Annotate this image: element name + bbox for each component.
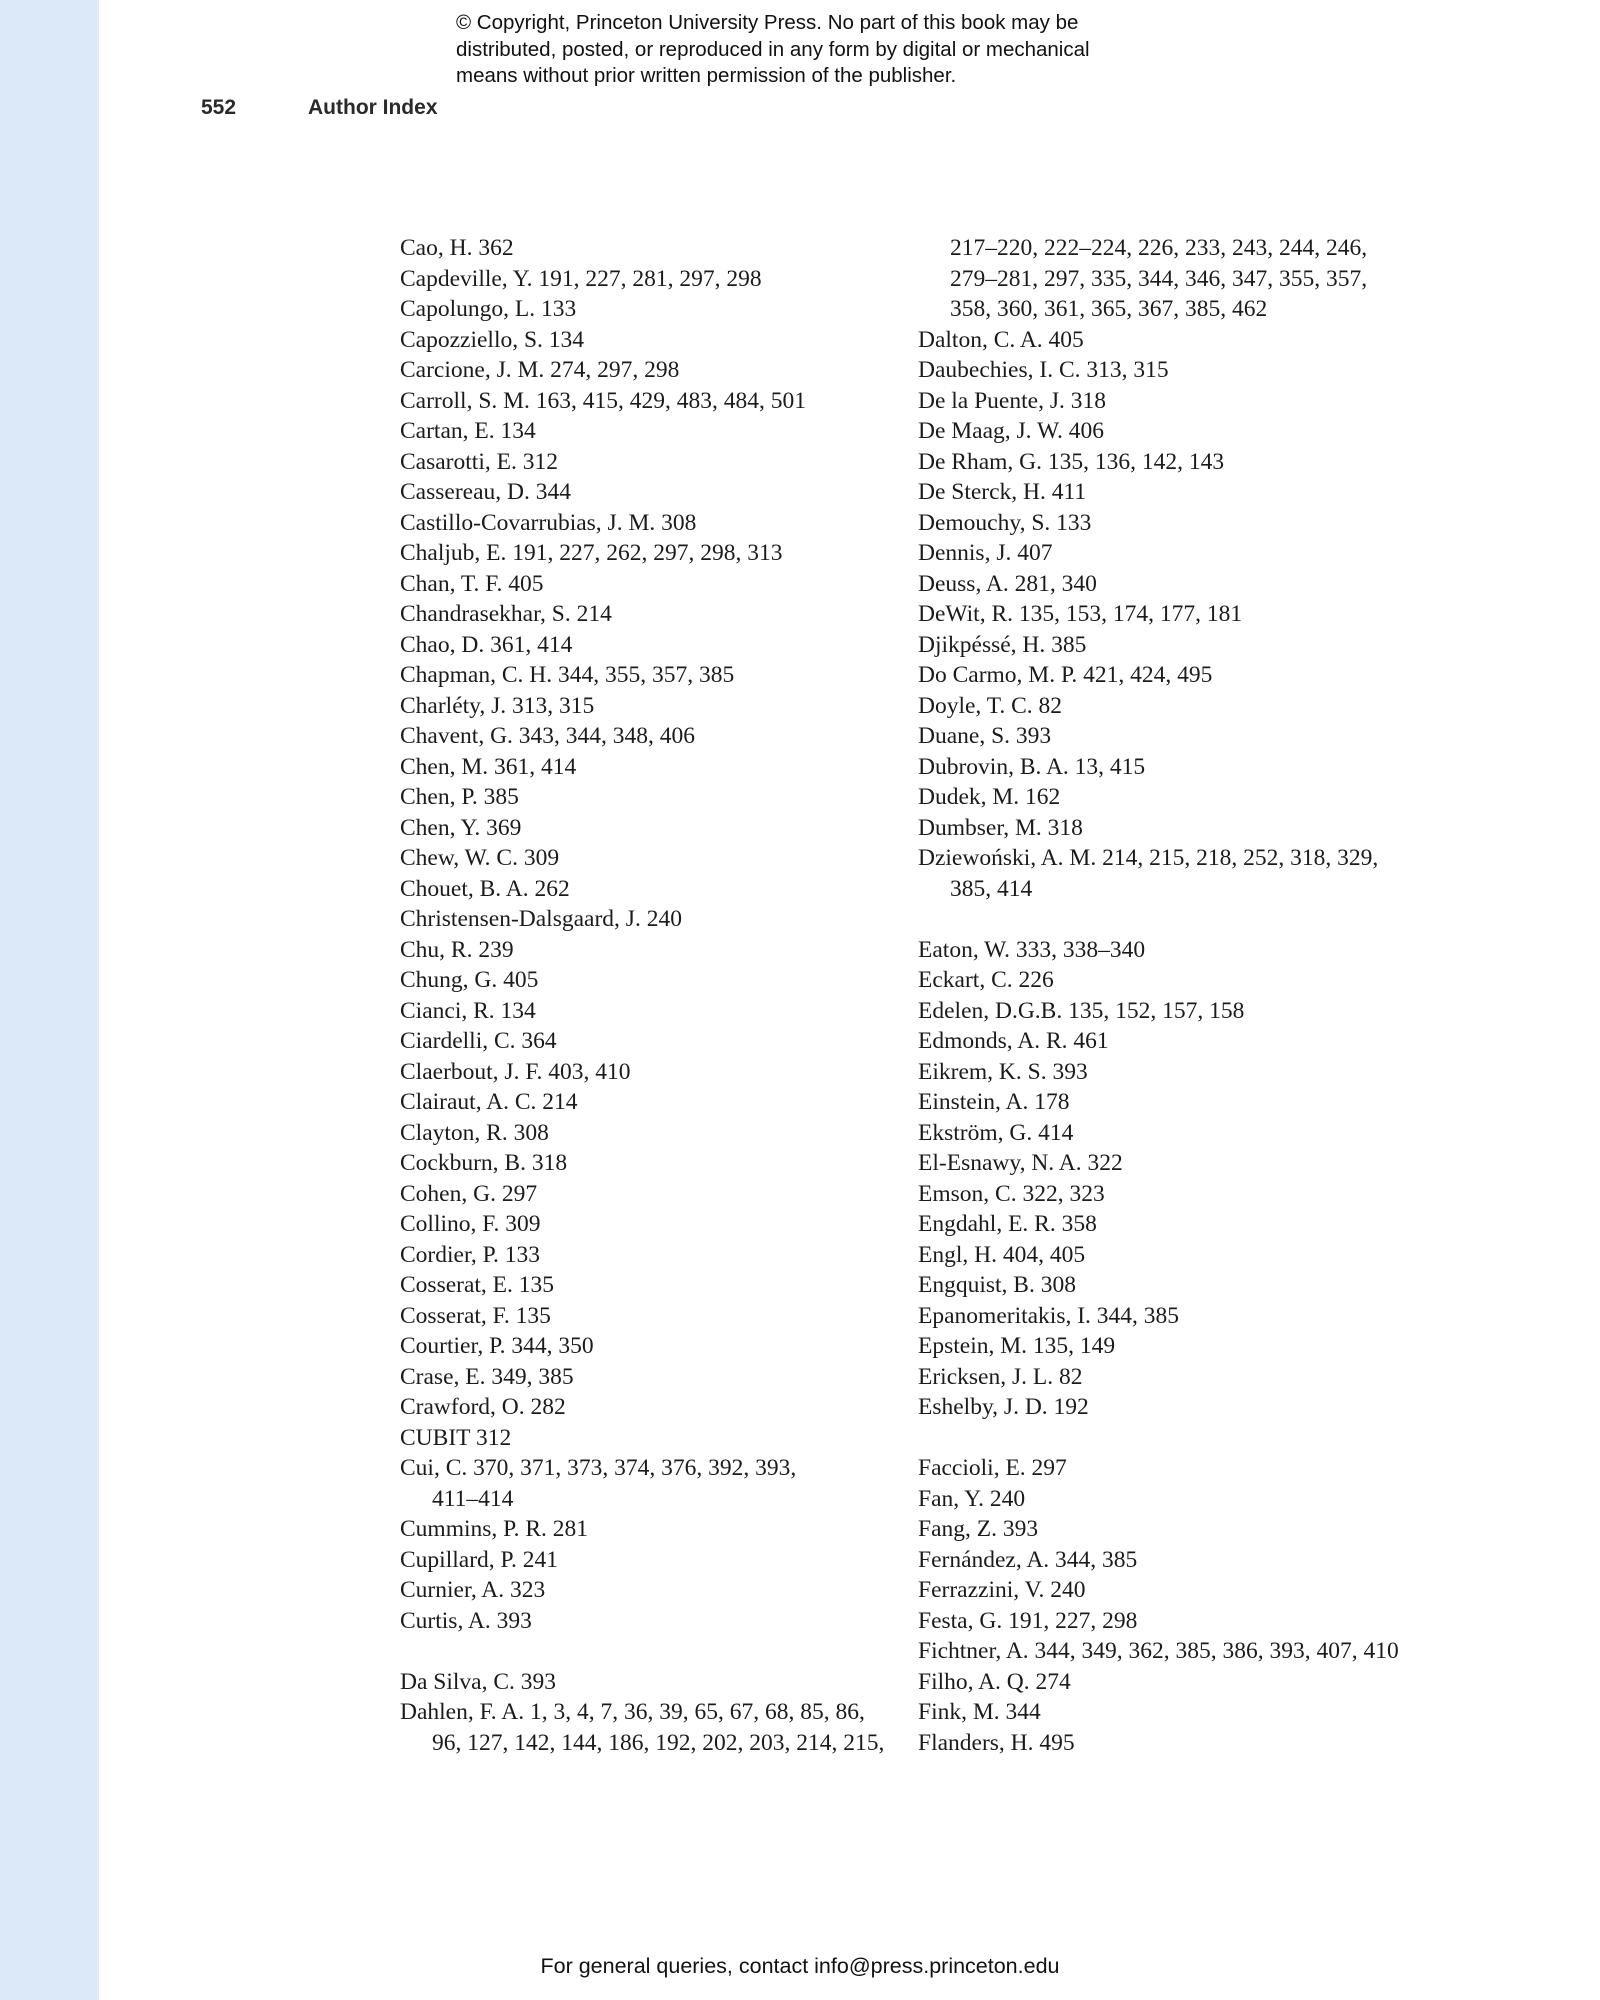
index-entry: Cao, H. 362 [400,235,514,261]
index-entry: Casarotti, E. 312 [400,448,558,475]
letter-group-gap [918,904,1458,935]
index-column-left [400,233,900,1758]
index-entry: Engl, H. 404, 405 [918,1241,1086,1268]
index-entry: Epstein, M. 135, 149 [918,1333,1116,1359]
index-entry: Faccioli, E. 297 [918,1455,1067,1481]
index-entry: De Rham, G. 135, 136, 142, 143 [918,448,1225,475]
index-entry: Capdeville, Y. 191, 227, 281, 297, 298 [400,265,762,292]
index-entry: Castillo-Covarrubias, J. M. 308 [400,509,697,536]
index-entry: Chouet, B. A. 262 [400,875,570,902]
index-entry: Duane, S. 393 [918,723,1052,749]
side-margin-band [0,0,99,2000]
index-entry: Ferrazzini, V. 240 [918,1577,1086,1603]
copyright-line: © Copyright, Princeton University Press. No part of this book may be [456,11,1079,34]
letter-group-gap [400,1636,900,1667]
index-entry: Da Silva, C. 393 [400,1668,557,1695]
index-entry: De Sterck, H. 411 [918,479,1087,505]
index-entry: Dudek, M. 162 [918,784,1061,810]
index-entry: Ciardelli, C. 364 [400,1028,557,1054]
index-entry: Crase, E. 349, 385 [400,1363,574,1390]
index-entry: Cummins, P. R. 281 [400,1516,589,1542]
index-entry: Charléty, J. 313, 315 [400,692,595,719]
index-entry: Eaton, W. 333, 338–340 [918,936,1146,963]
index-entry: Curnier, A. 323 [400,1577,546,1603]
index-entry: Curtis, A. 393 [400,1607,532,1634]
index-entry-continuation: 411–414 [432,1485,514,1512]
index-entry-continuation: 96, 127, 142, 144, 186, 192, 202, 203, 214, 215, [432,1729,885,1756]
index-entry: Filho, A. Q. 274 [918,1668,1071,1695]
index-entry: Cosserat, E. 135 [400,1272,555,1298]
index-entry: Cupillard, P. 241 [400,1546,558,1573]
index-entry: Chaljub, E. 191, 227, 262, 297, 298, 313 [400,540,783,566]
page-number: 552 [201,96,237,119]
index-column-right [918,233,1458,1758]
index-entry: Edmonds, A. R. 461 [918,1028,1109,1054]
index-entry: Chapman, C. H. 344, 355, 357, 385 [400,662,735,688]
index-entry: Daubechies, I. C. 313, 315 [918,357,1169,383]
index-entry: Fink, M. 344 [918,1699,1041,1725]
index-entry: Chandrasekhar, S. 214 [400,601,612,627]
index-entry: Chu, R. 239 [400,936,514,963]
index-entry-continuation: 385, 414 [950,875,1033,902]
index-entry: Djikpéssé, H. 385 [918,631,1087,658]
copyright-notice [456,10,1216,90]
index-entry: Carcione, J. M. 274, 297, 298 [400,357,680,383]
index-entry: DeWit, R. 135, 153, 174, 177, 181 [918,601,1243,627]
index-entry: Chao, D. 361, 414 [400,631,573,658]
index-entry: Carroll, S. M. 163, 415, 429, 483, 484, 501 [400,387,807,414]
section-title: Author Index [308,96,438,119]
index-entry: Engdahl, E. R. 358 [918,1211,1097,1237]
index-entry: Claerbout, J. F. 403, 410 [400,1058,631,1085]
index-entry: Edelen, D.G.B. 135, 152, 157, 158 [918,997,1245,1024]
index-entry: Chen, Y. 369 [400,814,522,841]
index-entry: Fan, Y. 240 [918,1485,1026,1512]
index-entry: Cosserat, F. 135 [400,1302,551,1329]
index-entry: CUBIT 312 [400,1424,512,1451]
running-head [0,96,1600,126]
index-entry: Chew, W. C. 309 [400,845,560,871]
index-entry: Doyle, T. C. 82 [918,692,1063,719]
index-entry: Clayton, R. 308 [400,1119,549,1146]
index-entry: Fichtner, A. 344, 349, 362, 385, 386, 393, 407, 410 [918,1638,1399,1664]
index-entry: Chen, P. 385 [400,784,519,810]
index-entry: Collino, F. 309 [400,1211,541,1237]
index-entry: Cartan, E. 134 [400,418,536,444]
index-entry: Chavent, G. 343, 344, 348, 406 [400,723,696,749]
index-entry: Capolungo, L. 133 [400,296,577,322]
index-entry-continuation: 358, 360, 361, 365, 367, 385, 462 [950,296,1268,322]
index-entry: Fernández, A. 344, 385 [918,1546,1138,1573]
index-entry-continuation: 217–220, 222–224, 226, 233, 243, 244, 246, [950,235,1368,261]
index-entry: Chan, T. F. 405 [400,570,544,597]
index-entry: Do Carmo, M. P. 421, 424, 495 [918,662,1213,688]
footer-contact: For general queries, contact info@press.princeton.edu [540,1954,1060,1978]
index-entry-continuation: 279–281, 297, 335, 344, 346, 347, 355, 357, [950,265,1368,292]
index-entry: Demouchy, S. 133 [918,509,1092,536]
index-entry: De Maag, J. W. 406 [918,418,1105,444]
index-entry: Dalton, C. A. 405 [918,326,1084,353]
index-entry: Dziewoński, A. M. 214, 215, 218, 252, 318, 329, [918,845,1379,871]
index-entry: Engquist, B. 308 [918,1272,1076,1298]
index-entry: Dahlen, F. A. 1, 3, 4, 7, 36, 39, 65, 67, 68, 85, 86, [400,1699,865,1725]
index-entry: Deuss, A. 281, 340 [918,570,1097,597]
index-entry: De la Puente, J. 318 [918,387,1106,414]
index-entry: Ericksen, J. L. 82 [918,1363,1083,1390]
index-entry: Flanders, H. 495 [918,1729,1075,1756]
copyright-line: means without prior written permission of the publisher. [456,64,957,87]
index-entry: Dubrovin, B. A. 13, 415 [918,753,1146,780]
index-entry: Cohen, G. 297 [400,1180,538,1207]
index-entry: Cordier, P. 133 [400,1241,541,1268]
index-entry: Crawford, O. 282 [400,1394,566,1420]
index-entry: Einstein, A. 178 [918,1089,1070,1115]
index-entry: Courtier, P. 344, 350 [400,1333,594,1359]
index-entry: Eshelby, J. D. 192 [918,1394,1089,1420]
index-entry: Clairaut, A. C. 214 [400,1089,578,1115]
index-entry: El-Esnawy, N. A. 322 [918,1150,1123,1176]
index-entry: Emson, C. 322, 323 [918,1180,1105,1207]
index-entry: Ekström, G. 414 [918,1119,1074,1146]
index-entry: Chung, G. 405 [400,967,539,993]
letter-group-gap [918,1423,1458,1454]
index-entry: Cianci, R. 134 [400,997,536,1024]
index-entry: Eckart, C. 226 [918,967,1054,993]
index-entry: Fang, Z. 393 [918,1516,1039,1542]
copyright-line: distributed, posted, or reproduced in any form by digital or mechanical [456,37,1090,61]
index-entry: Dumbser, M. 318 [918,814,1083,841]
index-entry: Eikrem, K. S. 393 [918,1058,1088,1085]
index-entry: Dennis, J. 407 [918,540,1053,566]
index-entry: Capozziello, S. 134 [400,326,585,353]
index-entry: Epanomeritakis, I. 344, 385 [918,1302,1180,1329]
index-entry: Festa, G. 191, 227, 298 [918,1607,1138,1634]
index-entry: Christensen-Dalsgaard, J. 240 [400,906,682,932]
index-entry: Cassereau, D. 344 [400,479,571,505]
index-entry: Cui, C. 370, 371, 373, 374, 376, 392, 393, [400,1455,797,1481]
index-entry: Chen, M. 361, 414 [400,753,577,780]
index-entry: Cockburn, B. 318 [400,1150,568,1176]
